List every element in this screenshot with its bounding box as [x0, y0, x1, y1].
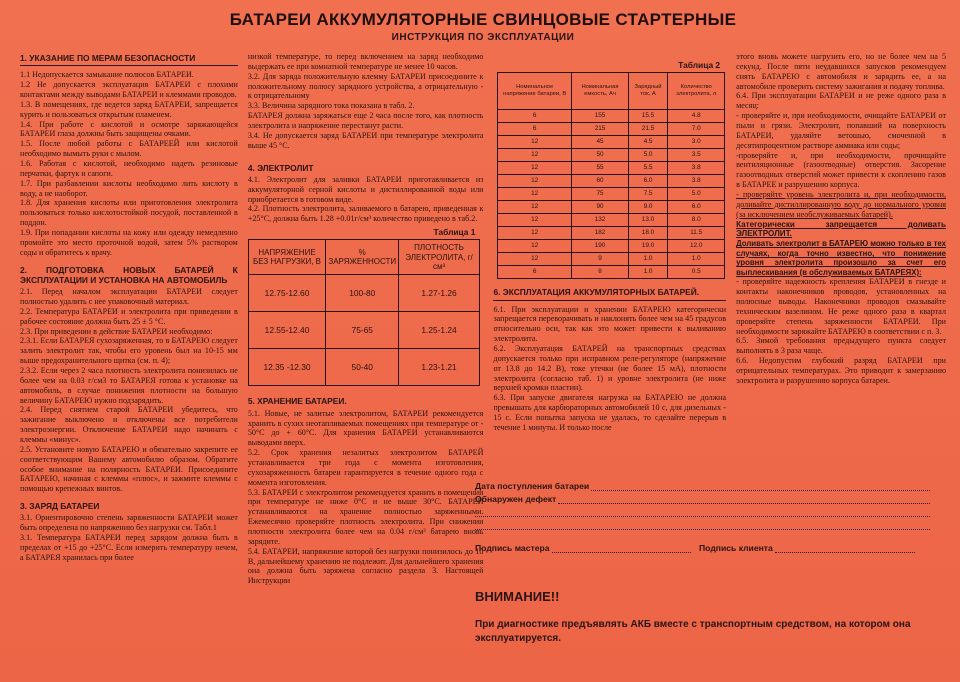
table-2-header-current: Зарядный ток, А — [629, 73, 668, 110]
paragraph-1-5: 1.5. После любой работы с БАТАРЕЕЙ или кислотой необходимо вымыть руки с мылом. — [20, 139, 238, 159]
paragraph-6-1: 6.1. При эксплуатации и хранении БАТАРЕЮ категорически запрещается переворачивать и наклонять более чем на 45 градусов относительно оси, так как это может привести к выливанию электролита. — [493, 304, 727, 344]
paragraph-3-3: 3.3. Величина зарядного тока показана в табл. 2. — [247, 101, 415, 111]
table-1-cell: 1.27-1.26 — [399, 275, 480, 312]
table-2-cell: 3.8 — [667, 162, 725, 175]
paragraph-3-1a: 3.1. Ориентировочно степень заряженности БАТАРЕИ может быть определена по напряжению без нагрузки см. Табл.1 — [20, 513, 238, 533]
table-2-cell: 4.5 — [629, 136, 668, 149]
section-1-rule — [20, 65, 238, 66]
paragraph-3-4: 3.4. Не допускается заряд БАТАРЕИ при температуре электролита выше 45 °С. — [247, 130, 484, 150]
table-2-cell: 6.0 — [667, 201, 725, 214]
table-2-cell: 190 — [571, 240, 628, 253]
table-2-cell: 55 — [571, 162, 628, 175]
table-1-cell: 75-65 — [326, 312, 399, 349]
table-2-cell: 9 — [571, 253, 628, 266]
table-2-cell: 1.0 — [629, 253, 668, 266]
table-2-cell: 12 — [498, 136, 571, 149]
table-2-cell: 3.8 — [667, 175, 725, 188]
section-4-heading: 4. ЭЛЕКТРОЛИТ — [247, 162, 314, 173]
table-2-cell: 75 — [571, 188, 628, 201]
paragraph-5-4: 5.4. БАТАРЕИ, напряжение которой без нагрузки понизилось до 10 В, дальнейшему хранению не подлежит. Для дальнейшего хранения она должна быть заряжена согласно раздела 3. Настоящей Инструкции — [247, 546, 484, 586]
table-2-cell: 12 — [498, 240, 571, 253]
table-2-cell: 7.5 — [629, 188, 668, 201]
table-2-cell: 7.0 — [667, 123, 725, 136]
table-2-row — [498, 266, 725, 279]
table-2-cell: 15.5 — [629, 110, 668, 123]
defect-line-extra — [475, 506, 930, 517]
table-2-cell: 4.8 — [667, 110, 725, 123]
table-2-header-row — [498, 73, 725, 110]
table-1-row — [248, 312, 479, 349]
client-signature-line — [699, 542, 915, 553]
table-2-row — [498, 123, 725, 136]
paragraph-2-4: 2.4. Перед снятием старой БАТАРЕИ убедитесь, что зажигание выключено и отключены все потребители электроэнергии. Отключение БАТАРЕИ надо начинать с клеммы «минус». — [20, 405, 238, 444]
table-2-cell: 12 — [498, 175, 571, 188]
date-received-label: Дата поступления батареи — [475, 481, 590, 491]
section-1-heading: 1. УКАЗАНИЕ ПО МЕРАМ БЕЗОПАСНОСТИ — [20, 53, 196, 63]
table-2-row — [498, 253, 725, 266]
date-received-field[interactable] — [591, 482, 930, 491]
table-2-cell: 5.0 — [629, 149, 668, 162]
table-2-row — [498, 175, 725, 188]
section-2-heading: 2. ПОДГОТОВКА НОВЫХ БАТАРЕЙ К ЭКСПЛУАТАЦИИ И УСТАНОВКА НА АВТОМОБИЛЬ — [20, 264, 238, 285]
paragraph-3-2: 3.2. Для заряда положительную клемму БАТАРЕИ присоедините к положительному полюсу зарядного устройства, а отрицательную - к отрицательному — [247, 71, 484, 101]
table-2-cell: 12 — [498, 188, 571, 201]
document-title: БАТАРЕИ АККУМУЛЯТОРНЫЕ СВИНЦОВЫЕ СТАРТЕРНЫЕ — [229, 10, 737, 29]
table-2-cell: 12.0 — [667, 240, 725, 253]
table-1-header-row — [248, 240, 479, 275]
paragraph-5-2: 5.2. Срок хранения незалитых электролитом БАТАРЕЙ устанавливается три года с момента изготовления, сухозаряженность батареи гарантируется в течение одного года с момента изготовления. — [247, 448, 484, 487]
paragraph-5-3: 5.3. БАТАРЕИ с электролитом рекомендуется хранить в помещении при температуре не ниже 0°С и не выше 30°С. БАТАРЕИ устанавливаются на хранение полностью заряженными. Ежемесячно проверяйте плотность электролита. При снижении плотности электролита более чем на 0.04 г/см³ батарею вновь зарядите. — [247, 487, 484, 546]
table-1-cell: 12.55-12.40 — [248, 312, 325, 349]
paragraph-1-8: 1.8. Для хранения кислоты или приготовления электролита пользоваться только кислотостойкой посудой, поставленной в поддон. — [20, 198, 238, 228]
paragraph-6-4-mount: - проверяйте надежность крепления БАТАРЕИ в гнезде и контакты наконечников проводов, установленных на полюсные выводы. Наконечники проводов смазывайте техническим вазелином. Не реже одного раза в квартал проверяйте степень заряженности БАТАРЕИ. При необходимости заряжайте БАТАРЕЮ в соответствии с п. 3. — [736, 277, 946, 336]
defect-line-extra — [475, 519, 930, 530]
table-2-cell: 3.5 — [667, 149, 725, 162]
paragraph-6-5: 6.5. Зимой требования предыдущего пункта следует выполнять в 3 раза чаще. — [736, 336, 946, 356]
table-2-cell: 12 — [498, 149, 571, 162]
defect-field-extra[interactable] — [475, 508, 930, 517]
paragraph-1-1: 1.1 Недопускается замыкание полюсов БАТАРЕИ. — [20, 70, 194, 80]
paragraph-1-7: 1.7. При разбавлении кислоты необходимо лить кислоту в воду, а не наоборот. — [20, 178, 238, 198]
defect-field-extra[interactable] — [475, 521, 930, 530]
table-1-row — [248, 275, 479, 312]
table-2-cell: 12 — [498, 214, 571, 227]
column-2 — [248, 52, 484, 682]
warning-heading: ВНИМАНИЕ!! — [475, 589, 560, 604]
table-2-cell: 6 — [498, 123, 571, 136]
table-2-cell: 13.0 — [629, 214, 668, 227]
paragraph-4-2: 4.2. Плотность электролита, заливаемого в батарею, приведенная к +25°С, должна быть 1.28 +0.01г/см³ количество приведено в таб.2. — [247, 204, 484, 224]
table-2-row — [498, 201, 725, 214]
paragraph-6-3: 6.3. При запуске двигателя нагрузка на БАТАРЕЮ не должна превышать для карбюраторных автомобилей 10 с, для дизельных - 15 с. Если попытка запуска не удалась, то сделайте перерыв в течение 1 минуты. И только после — [493, 393, 727, 432]
defect-line — [475, 493, 930, 504]
table-2-cell: 90 — [571, 201, 628, 214]
table-2-row — [498, 110, 725, 123]
table-2-cell: 12 — [498, 227, 571, 240]
table-2-cell: 19.0 — [629, 240, 668, 253]
table-1-header-voltage: НАПРЯЖЕНИЕ БЕЗ НАГРУЗКИ, В — [248, 240, 325, 275]
table-2-cell: 182 — [571, 227, 628, 240]
table-2-caption: Таблица 2 — [678, 60, 721, 70]
table-2-cell: 6 — [498, 266, 571, 279]
service-form-block — [475, 472, 930, 655]
paragraph-2-1: 2.1. Перед началом эксплуатации БАТАРЕИ следует полностью удалить с нее упаковочный материал. — [20, 287, 238, 306]
table-2-cell: 155 — [571, 110, 628, 123]
table-2-cell: 1.0 — [667, 253, 725, 266]
table-2-cell: 6.0 — [629, 175, 668, 188]
paragraph-1-9: 1.9. При попадании кислоты на кожу или одежду немедленно промойте это место проточной водой, затем 5% раствором соды и обратитесь к врачу. — [20, 228, 238, 257]
paragraph-3-1-cont: низкой температуре, то перед включением на заряд необходимо выдержать ее при комнатной температуре не менее 10 часов. — [247, 52, 484, 71]
table-2-row — [498, 136, 725, 149]
table-1 — [248, 239, 480, 386]
table-2-cell: 0.5 — [667, 266, 725, 279]
paragraph-1-3: 1.3. В помещениях, где ведется заряд БАТАРЕИ, запрещается курить и пользоваться открытым пламенем. — [20, 99, 238, 119]
paragraph-2-2: 2.2. Температура БАТАРЕИ и электролита при приведении в рабочее состояние должна быть 25 ± 5 °С. — [20, 306, 238, 326]
table-2-cell: 18.0 — [629, 227, 668, 240]
date-received-line — [475, 480, 930, 491]
table-1-cell: 12.35 -12.30 — [248, 349, 325, 386]
table-2-row — [498, 149, 725, 162]
defect-label: Обнаружен дефект — [475, 494, 557, 504]
column-1 — [20, 52, 238, 682]
table-2-cell: 8 — [571, 266, 628, 279]
paragraph-2-3: 2.3. При приведении в действие БАТАРЕИ необходимо: — [20, 326, 213, 336]
table-2-cell: 45 — [571, 136, 628, 149]
table-2-cell: 11.5 — [667, 227, 725, 240]
table-2-row — [498, 214, 725, 227]
paragraph-6-3-cont: этого вновь можете нагрузить его, но не более чем на 5 секунд. После пяти неудавшихся запусков рекомендуем снять БАТАРЕЮ с автомобиля и зарядить ее, а на автомобиле проверить систему зажигания и подачу топлива. — [736, 52, 946, 91]
paragraph-6-4-allowed: Доливать электролит в БАТАРЕЮ можно только в тех случаях, когда точно известно, что понижение уровня электролита произошло за счет его выплескивания (в обслуживаемых БАТАРЕЯХ): — [736, 239, 946, 277]
client-signature-label: Подпись клиента — [699, 543, 773, 553]
paragraph-2-5: 2.5. Установите новую БАТАРЕЮ и обязательно закрепите ее соответствующим Вашему автомобилю образом. Обратите особое внимание на полярность БАТАРЕИ. Присоедините БАТАРЕЮ, начиная с клеммы «плюс», и зажмите клеммы с помощью крепежных винтов. — [20, 444, 238, 494]
table-1-caption: Таблица 1 — [433, 227, 476, 238]
table-2-cell: 3.0 — [667, 136, 725, 149]
signatures — [475, 542, 915, 555]
table-2-cell: 132 — [571, 214, 628, 227]
table-2-header-voltage: Номинальное напряжение батареи, В — [498, 73, 571, 110]
paragraph-6-4: 6.4. При эксплуатации БАТАРЕИ и не реже одного раза в месяц: — [736, 91, 946, 111]
paragraph-3-3-note: БАТАРЕЯ должна заряжаться еще 2 часа после того, как плотность электролита и напряжение перестанут расти. — [247, 111, 484, 131]
table-1-cell: 100-80 — [326, 275, 399, 312]
table-2-cell: 5.0 — [667, 188, 725, 201]
table-2-cell: 6 — [498, 110, 571, 123]
table-2-cell: 5.5 — [629, 162, 668, 175]
table-2-cell: 60 — [571, 175, 628, 188]
table-1-cell: 1.23-1.21 — [399, 349, 480, 386]
section-6-rule — [493, 300, 726, 301]
paragraph-1-6: 1.6. Работая с кислотой, необходимо надеть резиновые перчатки, фартук и сапоги. — [20, 158, 238, 178]
table-2-row — [498, 188, 725, 201]
table-2-cell: 12 — [498, 162, 571, 175]
table-2-row — [498, 227, 725, 240]
paragraph-6-4-clean: - проверяйте и, при необходимости, очищайте БАТАРЕИ от пыли и грязи. Электролит, попавший на поверхность БАТАРЕИ, удаляйте ветошью, смоченной в десятипроцентном растворе аммиака или соды; — [736, 111, 946, 150]
table-2-cell: 12 — [498, 253, 571, 266]
paragraph-4-1: 4.1. Электролит для заливки БАТАРЕИ приготавливается из аккумуляторной серной кислоты и дистиллированной воды или приобретается в готовом виде. — [247, 174, 484, 204]
table-2-cell: 50 — [571, 149, 628, 162]
paragraph-1-2: 1.2 Не допускается эксплуатация БАТАРЕИ с плохими контактами между выводами БАТАРЕИ и клеммами проводов. — [20, 80, 238, 99]
table-2-header-electrolyte: Количество электролита, л — [667, 73, 725, 110]
table-1-cell: 50-40 — [326, 349, 399, 386]
defect-field[interactable] — [558, 495, 930, 504]
paragraph-2-3-2: 2.3.2. Если через 2 часа плотность электролита понизилась не более чем на 0.03 г/см3 то БАТАРЕЯ готова к установке на автомобиль, в случае понижения плотности на большую величину БАТАРЕЮ нужно подзарядить. — [20, 365, 238, 405]
table-2-cell: 215 — [571, 123, 628, 136]
paragraph-6-4-forbidden: Категорически запрещается доливать ЭЛЕКТРОЛИТ. — [736, 219, 946, 239]
master-signature-line — [475, 542, 691, 553]
paragraph-5-1: 5.1. Новые, не залитые электролитом, БАТАРЕИ рекомендуется хранить в сухих неотапливаемых помещениях при температуре от - 50°С до + 60°С. Для хранения БАТАРЕИ устанавливаются выводами вверх. — [247, 408, 484, 448]
section-5-heading: 5. ХРАНЕНИЕ БАТАРЕИ. — [247, 396, 347, 407]
table-1-cell: 12.75-12.60 — [248, 275, 325, 312]
paragraph-6-4-level: - проверяйте уровень электролита и, при необходимости, доливайте дистиллированную воду до нормального уровня (за исключением необслуживаемых батарей). — [736, 190, 946, 219]
master-signature-label: Подпись мастера — [475, 543, 550, 553]
paragraph-6-4-vents: -проверяйте и, при необходимости, прочищайте вентиляционные (газоотводные) отверстия. Засорение газоотводных отверстий может привести к скоплению газов в БАТАРЕЕ и разрушению корпуса. — [736, 150, 946, 190]
section-3-heading: 3. ЗАРЯД БАТАРЕИ — [20, 501, 100, 512]
table-2-row — [498, 240, 725, 253]
warning-text: При диагностике предъявлять АКБ вместе с транспортным средством, на котором она эксплуатируется. — [475, 619, 911, 644]
table-2-cell: 12 — [498, 201, 571, 214]
table-2-cell: 9.0 — [629, 201, 668, 214]
table-2-header-capacity: Номинальная емкость, Ач — [571, 73, 628, 110]
table-2-cell: 1.0 — [629, 266, 668, 279]
table-2-cell: 8.0 — [667, 214, 725, 227]
section-6-heading: 6. ЭКСПЛУАТАЦИЯ АККУМУЛЯТОРНЫХ БАТАРЕЙ. — [493, 287, 700, 298]
table-2-row — [498, 162, 725, 175]
paragraph-1-4: 1.4. При работе с кислотой и осмотре заряжающейся БАТАРЕИ глаза должны быть защищены очками. — [20, 119, 238, 139]
table-1-cell: 1.25-1.24 — [399, 312, 480, 349]
document-subtitle: ИНСТРУКЦИЯ ПО ЭКСПЛУАТАЦИИ — [391, 32, 575, 43]
service-form — [475, 480, 930, 530]
table-1-row — [248, 349, 479, 386]
paragraph-2-3-1: 2.3.1. Если БАТАРЕЯ сухозаряженная, то в БАТАРЕЮ следует залить электролит так, чтобы его уровень был на 10-15 мм выше предохранительного щитка (см. п. 4); — [20, 336, 238, 366]
master-signature-field[interactable] — [552, 544, 691, 553]
paragraph-6-2: 6.2. Эксплуатация БАТАРЕЙ на транспортных средствах допускается только при исправном реле-регуляторе (напряжение от 13.8 до 14.2 В), токе утечки (не более 15 мА), плотности электролита (согласно таб. 1) и уровне электролита (не ниже верхней кромки пластин). — [493, 343, 727, 393]
table-1-header-charge: % ЗАРЯЖЕННОСТИ — [326, 240, 399, 275]
table-2-cell: 21.5 — [629, 123, 668, 136]
client-signature-field[interactable] — [775, 544, 915, 553]
table-1-header-density: ПЛОТНОСТЬ ЭЛЕКТРОЛИТА, г/см³ — [399, 240, 480, 275]
table-2 — [497, 72, 725, 279]
paragraph-6-6: 6.6. Недопустим глубокий разряд БАТАРЕИ при отрицательных температурах. Это приводит к замерзанию электролита и разрушению корпуса батареи. — [736, 356, 946, 385]
paragraph-3-1b: 3.1. Температура БАТАРЕИ перед зарядом должна быть в пределах от +15 до +25°С. Если измерить температуру нечем, а БАТАРЕЯ хранилась при более — [20, 533, 238, 562]
table-2-body — [498, 110, 725, 279]
